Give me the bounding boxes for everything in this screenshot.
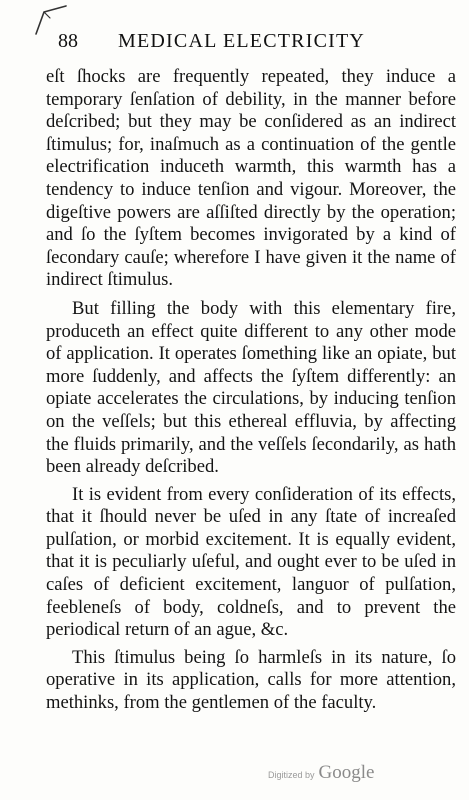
page-number: 88 [58,30,78,52]
digitized-by-google-watermark [268,762,374,786]
paragraph: eſt ſhocks are frequently repeated, they induce a temporary ſenſation of debility, in the manner before deſcribed; but they may be conſidered as an indirect ſtimulus; for, inaſmuch as a continuation of the gentle electrification induceth warmth, this warmth has a tendency to induce tenſion and vigour. Moreover, the digeſtive powers are aſſiſted directly by the operation; and ſo the ſyſtem becomes invigorated by a kind of ſecondary cauſe; wherefore I have given it the name of indirect ſtimulus. [46,66,456,291]
page-header [58,30,428,56]
paragraph: It is evident from every conſideration of its effects, that it ſhould never be uſed in any ſtate of increaſed pulſation, or morbid excitement. It is equally evident, that it is peculiarly uſeful, and ought ever to be uſed in caſes of deficient excitement, languor of pulſation, feebleneſs of body, coldneſs, and to prevent the periodical return of an ague, &c. [46,483,456,641]
paragraph: But filling the body with this elementary fire, produceth an effect quite different to any other mode of application. It operates ſomething like an opiate, but more ſuddenly, and affects the ſyſtem differently: an opiate accelerates the circulations, by inducing tenſion on the veſſels; but this ethereal effluvia, by affecting the fluids primarily, and the veſſels ſecondarily, as hath been already deſcribed. [46,297,456,478]
paragraph: This ſtimulus being ſo harmleſs in its nature, ſo operative in its application, calls for more attention, methinks, from the gentlemen of the faculty. [46,646,456,714]
body-text [46,66,456,715]
google-logo: Google [318,762,375,783]
running-head: MEDICAL ELECTRICITY [118,30,366,52]
watermark-prefix: Digitized by [268,770,315,780]
